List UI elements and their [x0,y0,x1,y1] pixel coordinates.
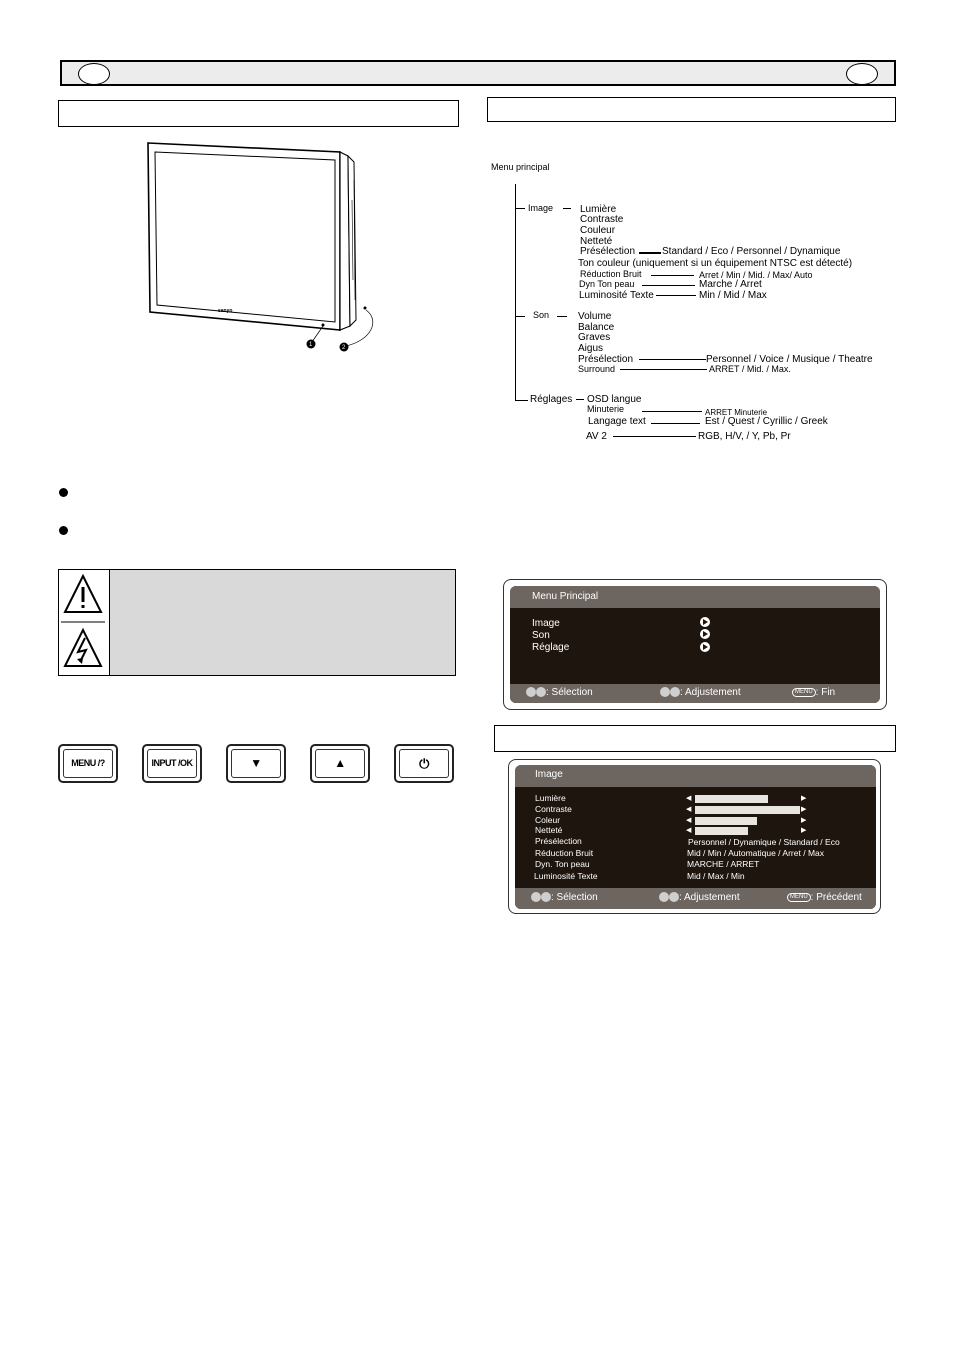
tree-image-dyn-ton-peau-values: Marche / Arret [699,279,762,290]
menu-tree-root: Menu principal [491,162,550,172]
osd-image-row-label: Dyn. Ton peau [535,859,590,869]
tree-connector [639,252,661,254]
slider-nettete[interactable] [695,827,748,835]
left-arrow-icon[interactable]: ◀ [686,806,692,813]
osd-main-footer-adjust-text: : Adjustement [680,687,741,698]
up-arrow-icon: ▲ [315,749,365,778]
tree-connector [642,285,695,286]
menu-button[interactable] [58,744,118,783]
language-oval-left [78,63,110,85]
osd-image-footer [515,888,876,909]
up-nav-icon [531,892,541,902]
osd-main-footer-select [526,687,593,698]
right-arrow-icon [700,629,710,639]
right-nav-icon [669,892,679,902]
tree-image-item: Netteté [580,236,613,247]
tv-brand-label: sanyo [218,308,233,314]
menu-chip-icon: MENU [787,893,811,902]
osd-image-row-value[interactable]: Mid / Min / Automatique / Arret / Max [687,848,824,858]
osd-main-item-son[interactable]: Son [532,630,550,641]
tree-reglages-osd-langue: OSD langue [587,394,642,405]
tree-reglages-av2-values: RGB, H/V, / Y, Pb, Pr [698,431,791,442]
tree-image-item: Lumière [580,204,617,215]
tree-reglages-label: Réglages [530,394,573,405]
tree-reglages-langage-text: Langage text [588,416,646,427]
warning-box [58,569,456,676]
tree-image-reduction-bruit: Réduction Bruit [580,269,642,279]
left-nav-icon [660,687,670,697]
power-icon: ⏻ [399,749,449,778]
bullet-2 [59,526,68,535]
osd-main-screen [510,586,880,703]
down-arrow-icon: ▼ [231,749,281,778]
tree-connector [642,411,702,412]
right-arrow-icon[interactable]: ▶ [801,806,807,813]
right-arrow-icon [700,642,710,652]
tree-son-surround-values: ARRET / Mid. / Max. [709,364,791,374]
slider-couleur[interactable] [695,817,757,825]
tree-son-item: Balance [578,322,615,333]
up-button[interactable] [310,744,370,783]
tree-son-surround: Surround [578,364,616,374]
osd-image-row-value[interactable]: Personnel / Dynamique / Standard / Eco [688,837,840,847]
tree-reglages-minuterie: Minuterie [587,404,625,414]
down-button[interactable] [226,744,286,783]
tree-image-luminosite-texte-values: Min / Mid / Max [699,290,767,301]
right-arrow-icon[interactable]: ▶ [801,817,807,824]
osd-image-row-label: Luminosité Texte [534,871,598,881]
osd-image-row-value[interactable]: Mid / Max / Min [687,871,745,881]
down-nav-icon [536,687,546,697]
tree-connector [639,359,706,360]
input-ok-button[interactable] [142,744,202,783]
section-box-controls [58,100,459,127]
tree-reglages-av2: AV 2 [586,431,607,442]
menu-button-label: MENU /? [63,749,113,778]
right-arrow-icon [700,617,710,627]
menu-chip-icon: MENU [792,688,816,697]
tree-image-item: Couleur [580,225,616,236]
osd-image-row-label: Présélection [535,836,582,846]
osd-image-slider-label: Coleur [535,815,561,825]
tree-image-preselection: Présélection [580,246,636,257]
tree-image-dyn-ton-peau: Dyn Ton peau [579,279,635,289]
bullet-1 [59,488,68,497]
tree-connector [651,423,700,424]
tree-dash [563,208,571,209]
osd-main-item-reglage[interactable]: Réglage [532,642,570,653]
tree-connector [613,436,696,437]
tree-son-label: Son [533,310,550,320]
osd-image-slider-label: Lumière [535,793,566,803]
tree-branch [515,316,525,317]
osd-main-footer [510,684,880,703]
tree-son-item: Aigus [578,343,604,354]
header-bar [60,60,896,86]
osd-main-footer-end [792,687,835,698]
tree-image-ton-couleur: Ton couleur (uniquement si un équipement NTSC est détecté) [578,258,853,269]
osd-main-title: Menu Principal [532,591,599,602]
tree-image-luminosite-texte: Luminosité Texte [579,290,654,301]
up-nav-icon [526,687,536,697]
osd-main-frame [503,579,887,710]
right-arrow-icon[interactable]: ▶ [801,827,807,834]
tree-reglages-langage-text-values: Est / Quest / Cyrillic / Greek [705,416,828,427]
osd-image-footer-adjust [659,892,740,903]
tree-dash [576,399,584,400]
osd-image-slider-label: Netteté [535,825,563,835]
right-nav-icon [670,687,680,697]
warning-text-area [109,570,455,675]
left-arrow-icon[interactable]: ◀ [686,827,692,834]
tree-image-reduction-bruit-values: Arret / Min / Mid. / Max/ Auto [699,270,813,280]
slider-contraste[interactable] [695,806,800,814]
section-box-menu [487,97,896,122]
tree-son-preselection: Présélection [578,354,634,365]
tree-connector [620,369,707,370]
tree-branch [515,400,528,401]
tree-image-label: Image [528,203,554,213]
osd-main-footer-end-text: : Fin [815,687,836,698]
callout-2: 2 [342,345,346,351]
osd-image-footer-select-text: : Sélection [551,892,598,903]
tree-reglages-minuterie-values: ARRET Minuterie [705,408,768,417]
tree-trunk [515,184,516,400]
osd-image-footer-prev-text: : Précédent [810,892,862,903]
osd-image-footer-adjust-text: : Adjustement [679,892,740,903]
warning-icons [61,572,105,672]
osd-image-screen [515,765,876,909]
tree-son-item: Volume [578,311,612,322]
osd-image-title: Image [535,769,563,780]
osd-image-footer-prev [787,892,862,903]
section-box-image [494,725,896,752]
language-oval-right [846,63,878,85]
slider-lumiere[interactable] [695,795,768,803]
tree-connector [651,275,694,276]
osd-main-footer-adjust [660,687,741,698]
tree-dash [557,316,567,317]
osd-main-footer-select-text: : Sélection [546,687,593,698]
tree-branch [515,208,525,209]
left-nav-icon [659,892,669,902]
callout-1: 1 [309,342,313,348]
tree-son-preselection-values: Personnel / Voice / Musique / Theatre [706,354,873,365]
osd-image-row-label: Réduction Bruit [535,848,594,858]
tree-connector [656,295,696,296]
down-nav-icon [541,892,551,902]
osd-image-row-value[interactable]: MARCHE / ARRET [687,859,760,869]
osd-image-titlebar [515,765,876,787]
osd-main-item-image[interactable]: Image [532,618,560,629]
tv-illustration [140,140,380,355]
osd-image-slider-label: Contraste [535,804,572,814]
left-arrow-icon[interactable]: ◀ [686,795,692,802]
tree-image-preselection-values: Standard / Eco / Personnel / Dynamique [662,246,841,257]
right-arrow-icon[interactable]: ▶ [801,795,807,802]
tree-son-item: Graves [578,332,611,343]
tree-image-item: Contraste [580,214,624,225]
osd-image-footer-select [531,892,598,903]
left-arrow-icon[interactable]: ◀ [686,817,692,824]
power-button[interactable] [394,744,454,783]
input-ok-button-label: INPUT /OK [147,749,197,778]
osd-image-frame [508,759,881,914]
